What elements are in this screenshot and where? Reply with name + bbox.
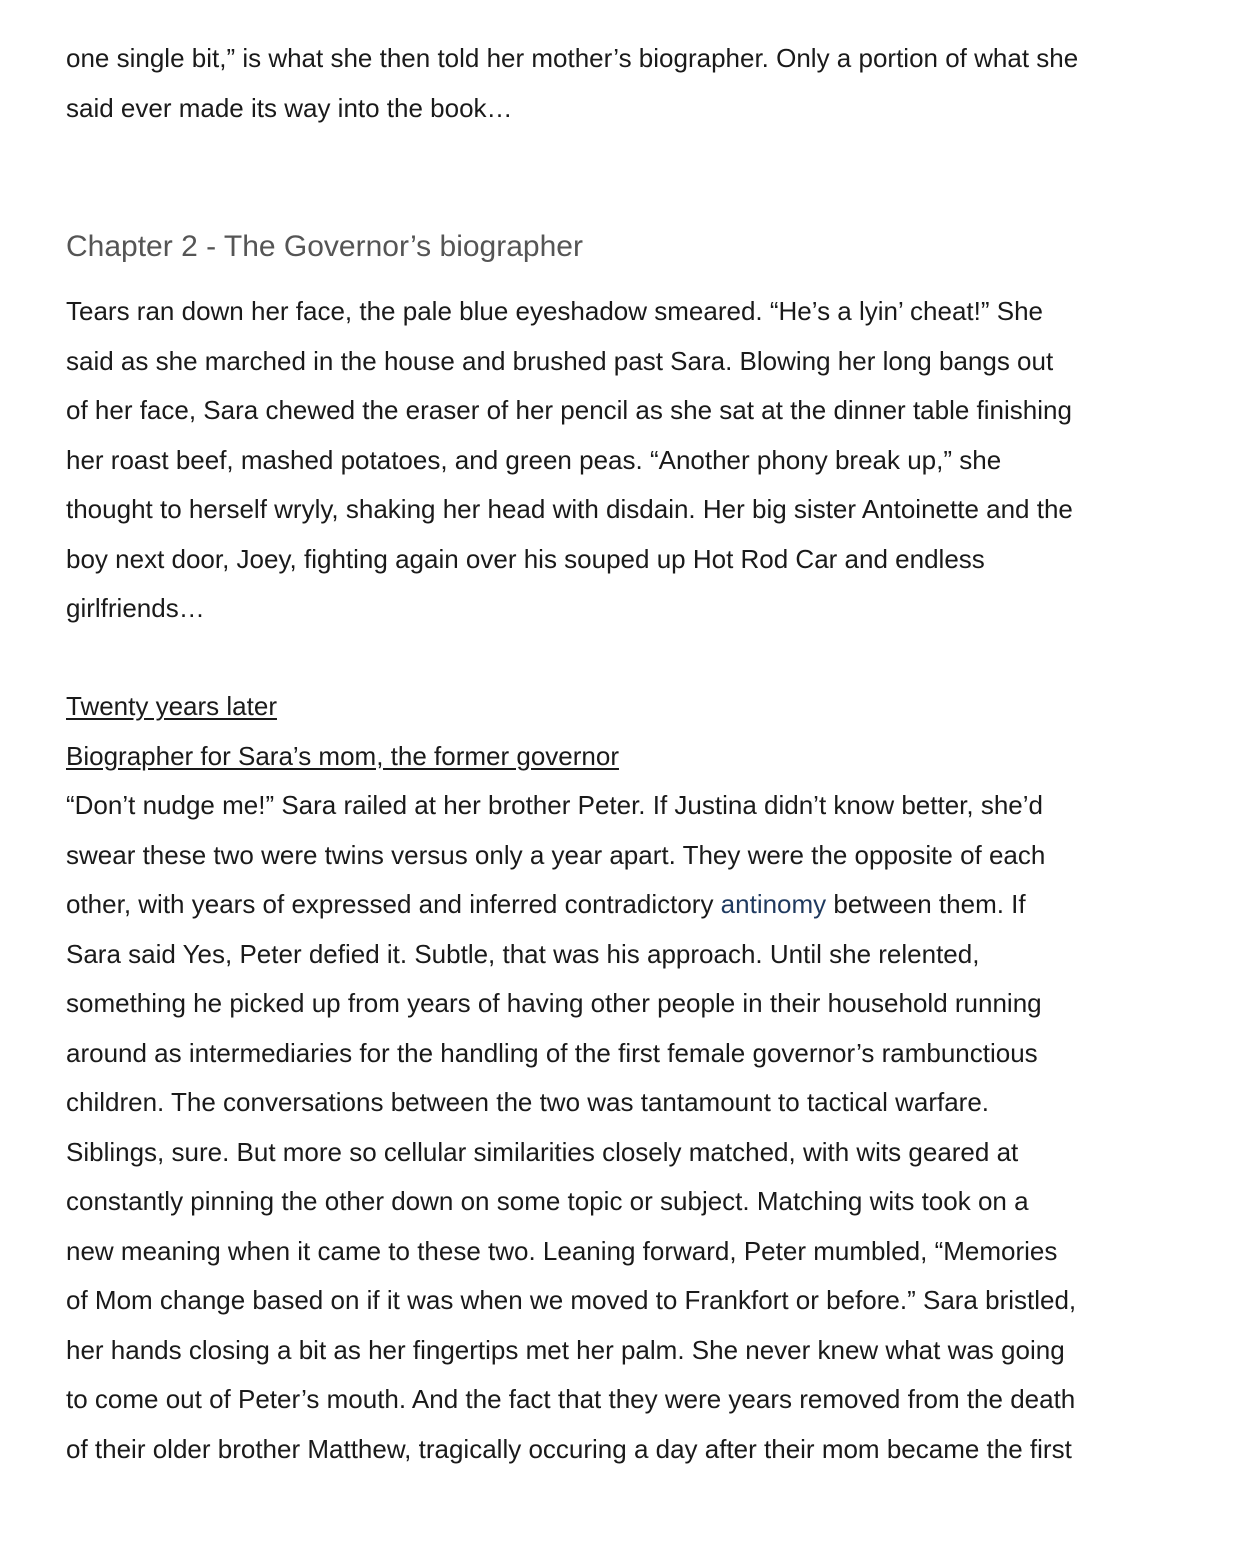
text-line: something he picked up from years of having other people in their household running — [66, 988, 1042, 1018]
chapter-heading: Chapter 2 - The Governor’s biographer — [66, 230, 583, 263]
text-line: of their older brother Matthew, tragically occuring a day after their mom became the first — [66, 1433, 1072, 1464]
text-line: swear these two were twins versus only a year apart. They were the opposite of each — [66, 839, 1046, 870]
text-line: boy next door, Joey, fighting again over his souped up Hot Rod Car and endless — [66, 543, 985, 574]
text-line: Sara said Yes, Peter defied it. Subtle, that was his approach. Until she relented, — [66, 938, 980, 969]
text-line: her hands closing a bit as her fingertips met her palm. She never knew what was going — [66, 1334, 1065, 1365]
text-line: girlfriends… — [66, 593, 205, 623]
paragraph-2 — [66, 682, 1076, 1474]
text-line: Tears ran down her face, the pale blue eyeshadow smeared. “He’s a lyin’ cheat!” She — [66, 296, 1043, 326]
text-line: around as intermediaries for the handling of the first female governor’s rambunctious — [66, 1037, 1038, 1068]
text-segment: other, with years of expressed and inferred contradictory — [66, 889, 721, 919]
text-line: one single bit,” is what she then told her mother’s biographer. Only a portion of what she — [66, 43, 1079, 73]
text-line: Siblings, sure. But more so cellular similarities closely matched, with wits geared at — [66, 1136, 1019, 1167]
text-line: said ever made its way into the book… — [66, 92, 513, 123]
text-line: “Don’t nudge me!” Sara railed at her brother Peter. If Justina didn’t know better, she’d — [66, 790, 1043, 820]
subheading-twenty-years-later: Twenty years later — [66, 691, 277, 721]
text-line: children. The conversations between the two was tantamount to tactical warfare. — [66, 1087, 990, 1117]
antinomy-link[interactable]: antinomy — [720, 889, 827, 919]
intro-paragraph — [66, 34, 1078, 133]
text-line: said as she marched in the house and brushed past Sara. Blowing her long bangs out — [66, 345, 1054, 376]
text-line: new meaning when it came to these two. Leaning forward, Peter mumbled, “Memories — [66, 1235, 1058, 1266]
text-line-with-link — [66, 880, 1076, 930]
subheading-biographer: Biographer for Sara’s mom, the former governor — [66, 740, 619, 771]
text-line: constantly pinning the other down on some topic or subject. Matching wits took on a — [66, 1186, 1029, 1216]
text-line: to come out of Peter’s mouth. And the fact that they were years removed from the death — [66, 1384, 1076, 1414]
text-line: of Mom change based on if it was when we moved to Frankfort or before.” Sara bristled, — [66, 1285, 1077, 1315]
text-line: her roast beef, mashed potatoes, and green peas. “Another phony break up,” she — [66, 444, 1002, 475]
paragraph-1 — [66, 287, 1073, 634]
text-segment: between them. If — [826, 889, 1026, 919]
text-line: of her face, Sara chewed the eraser of her pencil as she sat at the dinner table finishing — [66, 395, 1072, 425]
text-line: thought to herself wryly, shaking her head with disdain. Her big sister Antoinette and the — [66, 494, 1073, 524]
